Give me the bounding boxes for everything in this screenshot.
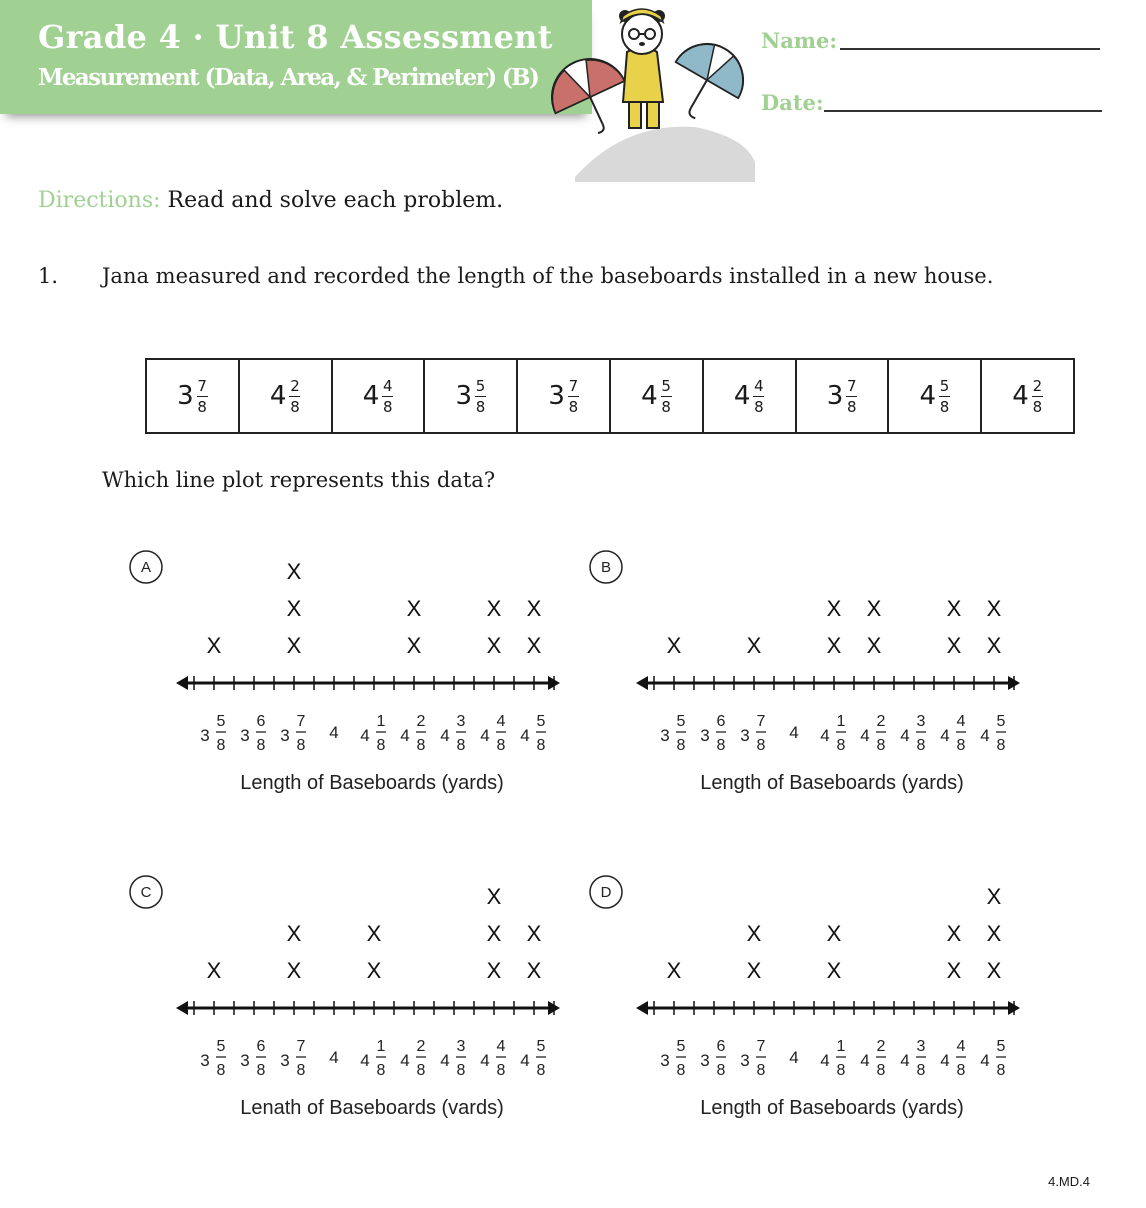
svg-text:3: 3	[240, 1051, 250, 1070]
fraction-part	[197, 378, 208, 415]
tick-label	[400, 1038, 426, 1079]
svg-text:2: 2	[876, 1038, 886, 1055]
x-mark: X	[526, 633, 542, 658]
x-axis-label: Length of Baseboards (yards)	[700, 1097, 964, 1119]
svg-text:4: 4	[900, 1051, 910, 1070]
svg-text:5: 5	[676, 713, 686, 730]
svg-text:2: 2	[416, 713, 426, 730]
data-cell	[611, 360, 704, 432]
svg-text:4: 4	[440, 726, 450, 745]
tick-label	[980, 1038, 1006, 1079]
svg-text:4: 4	[900, 726, 910, 745]
svg-text:3: 3	[916, 713, 926, 730]
svg-text:3: 3	[456, 713, 466, 730]
line-plot-option-a[interactable]	[120, 550, 546, 810]
svg-text:8: 8	[996, 1062, 1006, 1079]
denominator: 8	[754, 397, 764, 416]
mixed-number	[641, 378, 672, 415]
whole-part: 3	[455, 381, 473, 411]
option-letter: B	[600, 559, 612, 576]
tick-label	[940, 713, 966, 754]
fraction-part	[661, 378, 672, 415]
data-cell	[704, 360, 797, 432]
svg-text:7: 7	[296, 713, 306, 730]
fraction-part	[846, 378, 857, 415]
mixed-number	[456, 378, 487, 415]
svg-text:3: 3	[740, 726, 750, 745]
left-arrow	[176, 676, 188, 690]
name-label: Name:	[761, 28, 838, 53]
x-mark: X	[486, 596, 502, 621]
tick-label	[200, 713, 226, 754]
tick-label	[240, 713, 266, 754]
tick-label	[940, 1038, 966, 1079]
svg-text:8: 8	[496, 1062, 506, 1079]
tick-label	[329, 723, 338, 742]
tick-label	[820, 1038, 846, 1079]
tick-label	[900, 713, 926, 754]
svg-text:3: 3	[740, 1051, 750, 1070]
whole-part: 4	[362, 381, 380, 411]
svg-text:4: 4	[480, 726, 490, 745]
svg-text:8: 8	[956, 737, 966, 754]
svg-text:7: 7	[756, 713, 766, 730]
svg-text:4: 4	[480, 1051, 490, 1070]
svg-text:1: 1	[836, 713, 846, 730]
numerator: 2	[290, 376, 300, 395]
denominator: 8	[290, 397, 300, 416]
numerator: 7	[846, 376, 857, 395]
svg-text:4: 4	[520, 726, 530, 745]
option-letter-circle[interactable]	[590, 876, 622, 908]
svg-text:4: 4	[520, 1051, 530, 1070]
x-mark: X	[946, 596, 962, 621]
svg-text:4: 4	[400, 726, 410, 745]
whole-part: 3	[826, 381, 844, 411]
svg-text:6: 6	[256, 1038, 266, 1055]
x-axis-label: Lenath of Baseboards (vards)	[240, 1097, 504, 1119]
svg-text:8: 8	[676, 1062, 686, 1079]
question-prompt: Which line plot represents this data?	[102, 468, 496, 492]
svg-text:4: 4	[789, 723, 799, 742]
tick-label	[660, 1038, 686, 1079]
tick-label	[789, 1048, 798, 1067]
denominator: 8	[382, 397, 393, 416]
svg-text:5: 5	[536, 713, 546, 730]
x-mark: X	[406, 596, 422, 621]
x-mark: X	[486, 921, 502, 946]
directions-text: Read and solve each problem.	[167, 188, 504, 213]
line-plot-option-b[interactable]	[580, 550, 1006, 810]
svg-text:8: 8	[456, 737, 466, 754]
svg-text:7: 7	[756, 1038, 766, 1055]
tick-label	[200, 1038, 226, 1079]
directions	[38, 188, 503, 213]
whole-part: 4	[1012, 381, 1029, 411]
data-cell	[518, 360, 611, 432]
tick-label	[329, 1048, 338, 1067]
whole-part: 4	[641, 381, 658, 411]
svg-text:8: 8	[676, 737, 686, 754]
tick-label	[280, 1038, 306, 1079]
x-mark: X	[746, 958, 762, 983]
tick-label	[860, 1038, 886, 1079]
x-mark: X	[866, 596, 882, 621]
x-mark: X	[526, 596, 542, 621]
svg-text:4: 4	[820, 726, 830, 745]
option-letter: D	[600, 884, 612, 901]
svg-text:3: 3	[700, 1051, 710, 1070]
svg-text:8: 8	[216, 1062, 226, 1079]
svg-text:8: 8	[256, 737, 266, 754]
tick-label	[480, 1038, 506, 1079]
tick-label	[520, 1038, 546, 1079]
x-mark: X	[826, 596, 842, 621]
x-mark: X	[206, 958, 222, 983]
svg-text:8: 8	[256, 1062, 266, 1079]
data-cell	[147, 360, 240, 432]
mixed-number	[270, 378, 301, 415]
svg-text:4: 4	[940, 1051, 950, 1070]
whole-part: 4	[919, 381, 937, 411]
whole-part: 4	[269, 381, 287, 411]
svg-text:3: 3	[660, 1051, 670, 1070]
svg-text:1: 1	[376, 1038, 386, 1055]
denominator: 8	[1032, 397, 1043, 416]
svg-text:8: 8	[836, 1062, 846, 1079]
svg-text:8: 8	[756, 737, 766, 754]
data-cell	[240, 360, 333, 432]
data-cell	[982, 360, 1073, 432]
svg-text:2: 2	[416, 1038, 426, 1055]
tick-label	[480, 713, 506, 754]
svg-text:8: 8	[916, 737, 926, 754]
svg-text:8: 8	[836, 737, 846, 754]
svg-text:3: 3	[280, 726, 290, 745]
x-mark: X	[946, 921, 962, 946]
whole-part: 3	[548, 381, 565, 411]
option-letter-circle[interactable]	[590, 551, 622, 583]
question-text: Jana measured and recorded the length of the baseboards installed in a new house.	[102, 264, 994, 288]
tick-label	[360, 1038, 386, 1079]
svg-text:6: 6	[256, 713, 266, 730]
svg-text:8: 8	[216, 737, 226, 754]
standard-code: 4.MD.4	[1048, 1174, 1090, 1189]
data-cell	[333, 360, 426, 432]
fraction-part	[939, 378, 950, 415]
svg-text:8: 8	[376, 737, 386, 754]
x-mark: X	[286, 633, 302, 658]
svg-text:3: 3	[700, 726, 710, 745]
x-mark: X	[986, 958, 1002, 983]
numerator: 5	[661, 376, 671, 395]
tick-label	[980, 713, 1006, 754]
svg-text:3: 3	[916, 1038, 926, 1055]
svg-text:4: 4	[860, 1051, 870, 1070]
denominator: 8	[197, 397, 207, 416]
tick-label	[440, 713, 466, 754]
tick-label	[789, 723, 798, 742]
x-mark: X	[366, 958, 382, 983]
svg-text:4: 4	[329, 1048, 339, 1067]
x-mark: X	[286, 958, 302, 983]
denominator: 8	[568, 397, 579, 416]
tick-label	[700, 1038, 726, 1079]
svg-text:4: 4	[860, 726, 870, 745]
option-letter-circle[interactable]	[130, 876, 162, 908]
tick-label	[280, 713, 306, 754]
x-axis-label: Length of Baseboards (yards)	[240, 772, 504, 794]
x-mark: X	[946, 633, 962, 658]
svg-text:5: 5	[536, 1038, 546, 1055]
x-mark: X	[206, 633, 222, 658]
tick-label	[400, 713, 426, 754]
svg-text:8: 8	[996, 737, 1006, 754]
x-mark: X	[666, 958, 682, 983]
x-mark: X	[826, 633, 842, 658]
svg-text:4: 4	[789, 1048, 799, 1067]
name-field[interactable]	[840, 48, 1100, 50]
numerator: 4	[754, 376, 764, 395]
x-mark: X	[406, 633, 422, 658]
svg-text:1: 1	[376, 713, 386, 730]
assessment-title: Grade 4 · Unit 8 Assessment	[38, 18, 553, 56]
svg-text:4: 4	[440, 1051, 450, 1070]
x-axis-label: Length of Baseboards (yards)	[700, 772, 964, 794]
x-mark: X	[986, 921, 1002, 946]
svg-text:3: 3	[200, 726, 210, 745]
fraction-part	[289, 378, 300, 415]
x-mark: X	[746, 921, 762, 946]
tick-label	[240, 1038, 266, 1079]
x-mark: X	[286, 559, 302, 584]
left-arrow	[636, 1001, 648, 1015]
svg-text:4: 4	[329, 723, 339, 742]
tick-label	[900, 1038, 926, 1079]
svg-text:4: 4	[496, 713, 506, 730]
svg-text:8: 8	[456, 1062, 466, 1079]
x-mark: X	[526, 958, 542, 983]
x-mark: X	[666, 633, 682, 658]
mixed-number	[827, 378, 858, 415]
svg-text:4: 4	[360, 1051, 370, 1070]
fraction-part	[753, 378, 764, 415]
svg-text:5: 5	[216, 1038, 226, 1055]
mixed-number	[177, 378, 208, 415]
svg-text:8: 8	[296, 737, 306, 754]
date-label: Date:	[761, 90, 824, 115]
svg-text:8: 8	[876, 737, 886, 754]
tick-label	[740, 1038, 766, 1079]
svg-text:8: 8	[756, 1062, 766, 1079]
line-plot-option-d[interactable]	[580, 875, 1006, 1135]
svg-text:5: 5	[216, 713, 226, 730]
numerator: 7	[568, 376, 579, 395]
svg-text:8: 8	[376, 1062, 386, 1079]
whole-part: 3	[177, 381, 194, 411]
measurement-data-table	[145, 358, 1075, 434]
directions-label: Directions:	[38, 188, 161, 213]
fraction-part	[382, 378, 393, 415]
line-plot-option-c[interactable]	[120, 875, 546, 1135]
denominator: 8	[661, 397, 671, 416]
svg-text:4: 4	[956, 1038, 966, 1055]
svg-text:4: 4	[360, 726, 370, 745]
svg-text:3: 3	[280, 1051, 290, 1070]
svg-text:8: 8	[716, 737, 726, 754]
svg-text:7: 7	[296, 1038, 306, 1055]
mixed-number	[1012, 378, 1043, 415]
mixed-number	[548, 378, 579, 415]
left-arrow	[176, 1001, 188, 1015]
x-mark: X	[826, 958, 842, 983]
left-arrow	[636, 676, 648, 690]
tick-label	[860, 713, 886, 754]
fraction-part	[568, 378, 579, 415]
svg-text:8: 8	[416, 1062, 426, 1079]
svg-text:8: 8	[876, 1062, 886, 1079]
svg-text:5: 5	[996, 713, 1006, 730]
date-field[interactable]	[824, 110, 1102, 112]
numerator: 2	[1032, 376, 1043, 395]
x-mark: X	[826, 921, 842, 946]
svg-text:8: 8	[956, 1062, 966, 1079]
svg-text:4: 4	[980, 726, 990, 745]
svg-text:6: 6	[716, 1038, 726, 1055]
data-cell	[889, 360, 982, 432]
denominator: 8	[846, 397, 857, 416]
assessment-subtitle: Measurement (Data, Area, & Perimeter) (B)	[38, 64, 539, 91]
x-mark: X	[526, 921, 542, 946]
x-mark: X	[986, 633, 1002, 658]
svg-text:4: 4	[980, 1051, 990, 1070]
svg-text:5: 5	[996, 1038, 1006, 1055]
x-mark: X	[486, 958, 502, 983]
tick-label	[520, 713, 546, 754]
svg-text:4: 4	[940, 726, 950, 745]
denominator: 8	[939, 397, 950, 416]
denominator: 8	[475, 397, 486, 416]
option-letter: C	[140, 884, 152, 901]
svg-text:3: 3	[456, 1038, 466, 1055]
svg-text:4: 4	[820, 1051, 830, 1070]
tick-label	[660, 713, 686, 754]
svg-text:8: 8	[716, 1062, 726, 1079]
tick-label	[360, 713, 386, 754]
data-cell	[425, 360, 518, 432]
x-mark: X	[986, 884, 1002, 909]
option-letter: A	[140, 559, 152, 576]
x-mark: X	[486, 884, 502, 909]
x-mark: X	[286, 921, 302, 946]
data-cell	[797, 360, 890, 432]
x-mark: X	[366, 921, 382, 946]
header-banner	[0, 0, 592, 114]
svg-text:8: 8	[536, 737, 546, 754]
tick-label	[820, 713, 846, 754]
svg-text:3: 3	[200, 1051, 210, 1070]
tick-label	[700, 713, 726, 754]
mixed-number	[363, 378, 394, 415]
svg-text:6: 6	[716, 713, 726, 730]
x-mark: X	[286, 596, 302, 621]
numerator: 7	[197, 376, 207, 395]
svg-text:5: 5	[676, 1038, 686, 1055]
question-number: 1.	[38, 264, 59, 288]
x-mark: X	[486, 633, 502, 658]
x-mark: X	[986, 596, 1002, 621]
option-letter-circle[interactable]	[130, 551, 162, 583]
numerator: 5	[475, 376, 486, 395]
svg-text:8: 8	[416, 737, 426, 754]
svg-text:4: 4	[400, 1051, 410, 1070]
mixed-number	[734, 378, 765, 415]
svg-text:2: 2	[876, 713, 886, 730]
whole-part: 4	[733, 381, 751, 411]
svg-text:4: 4	[956, 713, 966, 730]
numerator: 4	[382, 376, 393, 395]
fraction-part	[1032, 378, 1043, 415]
mixed-number	[920, 378, 951, 415]
svg-text:8: 8	[296, 1062, 306, 1079]
svg-text:8: 8	[916, 1062, 926, 1079]
fraction-part	[475, 378, 486, 415]
svg-text:3: 3	[660, 726, 670, 745]
svg-text:3: 3	[240, 726, 250, 745]
x-mark: X	[746, 633, 762, 658]
svg-text:8: 8	[536, 1062, 546, 1079]
tick-label	[440, 1038, 466, 1079]
x-mark: X	[866, 633, 882, 658]
numerator: 5	[939, 376, 950, 395]
svg-text:4: 4	[496, 1038, 506, 1055]
svg-text:8: 8	[496, 737, 506, 754]
tick-label	[740, 713, 766, 754]
panda-umbrella-mascot-illustration	[545, 2, 775, 182]
svg-text:1: 1	[836, 1038, 846, 1055]
x-mark: X	[946, 958, 962, 983]
